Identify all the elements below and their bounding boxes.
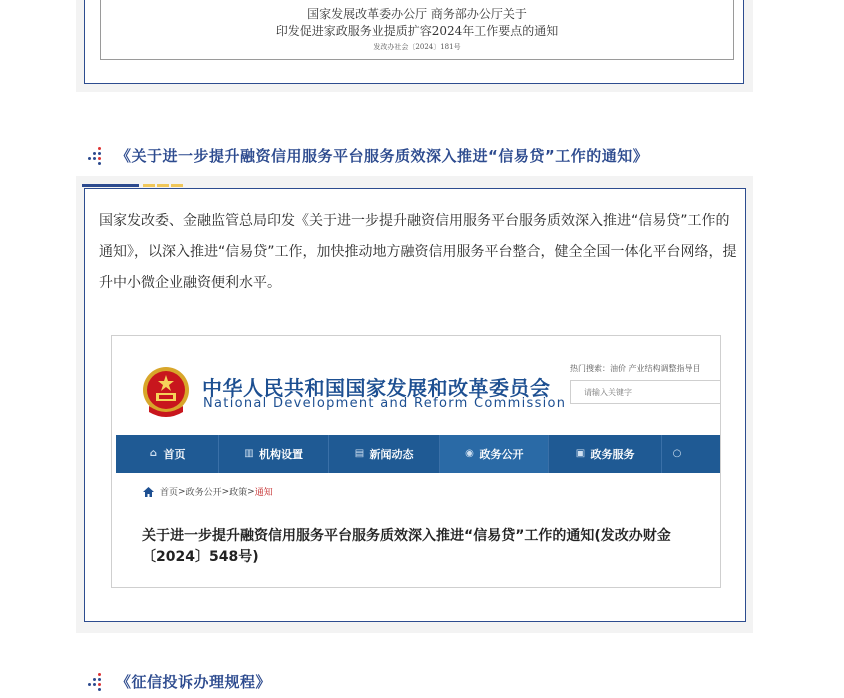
building-icon: ▥ [244,448,254,459]
dots-decoration-icon [88,147,104,163]
search-input: 请输入关键字 [570,380,721,404]
breadcrumb-current: 通知 [254,488,273,498]
document-header-image [100,0,734,60]
article-paragraph: 国家发改委、金融监管总局印发《关于进一步提升融资信用服务平台服务质效深入推进“信易贷”工作的通知》，以深入推进“信易贷”工作，加快推动地方融资信用服务平台整合，健全全国一体化平台网络，提升中小微企业融资便利水平。 [99,213,737,291]
section-heading-1 [88,143,648,167]
section-title: 《关于进一步提升融资信用服务平台服务质效深入推进“信易贷”工作的通知》 [116,146,649,165]
dots-decoration-icon [88,673,104,689]
document-title-line1: 国家发展改革委办公厅 商务部办公厅关于 [307,7,527,21]
circle-icon: ○ [672,448,682,459]
breadcrumb-separator: > [178,486,186,497]
breadcrumb-item: 首页 [160,488,179,498]
organization-name-cn: 中华人民共和国国家发展和改革委员会 [202,376,551,400]
card-accent-dash [143,184,155,187]
nav-item-label: 首页 [163,448,186,461]
article-title: 关于进一步提升融资信用服务平台服务质效深入推进“信易贷”工作的通知(发改办财金〔2024〕548号) [142,528,671,565]
top-card-frame [84,0,744,84]
card-accent-bar [82,184,139,187]
section-heading-2 [88,669,271,693]
nav-item-home [116,435,218,473]
ndrc-website-screenshot [111,335,721,588]
document-title-line2: 印发促进家政服务业提质扩容2024年工作要点的通知 [275,24,559,38]
breadcrumb-item: 政策 [229,488,248,498]
card-accent-dash [157,184,169,187]
nav-item-label: 机构设置 [259,448,303,461]
nav-item-label: 政务公开 [479,448,524,461]
document-number: 发改办社会〔2024〕181号 [373,43,461,51]
broadcast-icon: ◉ [465,448,474,459]
nav-item-services [549,435,661,473]
breadcrumb-item: 政务公开 [185,488,222,498]
top-document-card [76,0,753,92]
national-emblem-icon [141,366,191,418]
nav-item-organization [219,435,328,473]
nav-item-label: 政务服务 [590,448,635,461]
breadcrumb [143,485,273,498]
site-navigation [116,435,721,473]
section-title: 《征信投诉办理规程》 [116,672,272,691]
nav-item-government-affairs [440,435,548,473]
nav-item-more [662,435,721,473]
card-accent-dash [171,184,183,187]
nav-item-news [329,435,439,473]
organization-name-en: National Development and Reform Commission [203,396,567,411]
hot-search-text: 热门搜索：油价 产业结构调整指导目 [570,364,701,373]
breadcrumb-separator: > [221,486,230,497]
home-icon [143,487,154,497]
service-icon: ▣ [575,448,586,459]
home-icon: ⌂ [149,448,158,459]
breadcrumb-separator: > [247,486,255,497]
nav-item-label: 新闻动态 [369,448,414,461]
document-icon: ▤ [354,448,365,459]
